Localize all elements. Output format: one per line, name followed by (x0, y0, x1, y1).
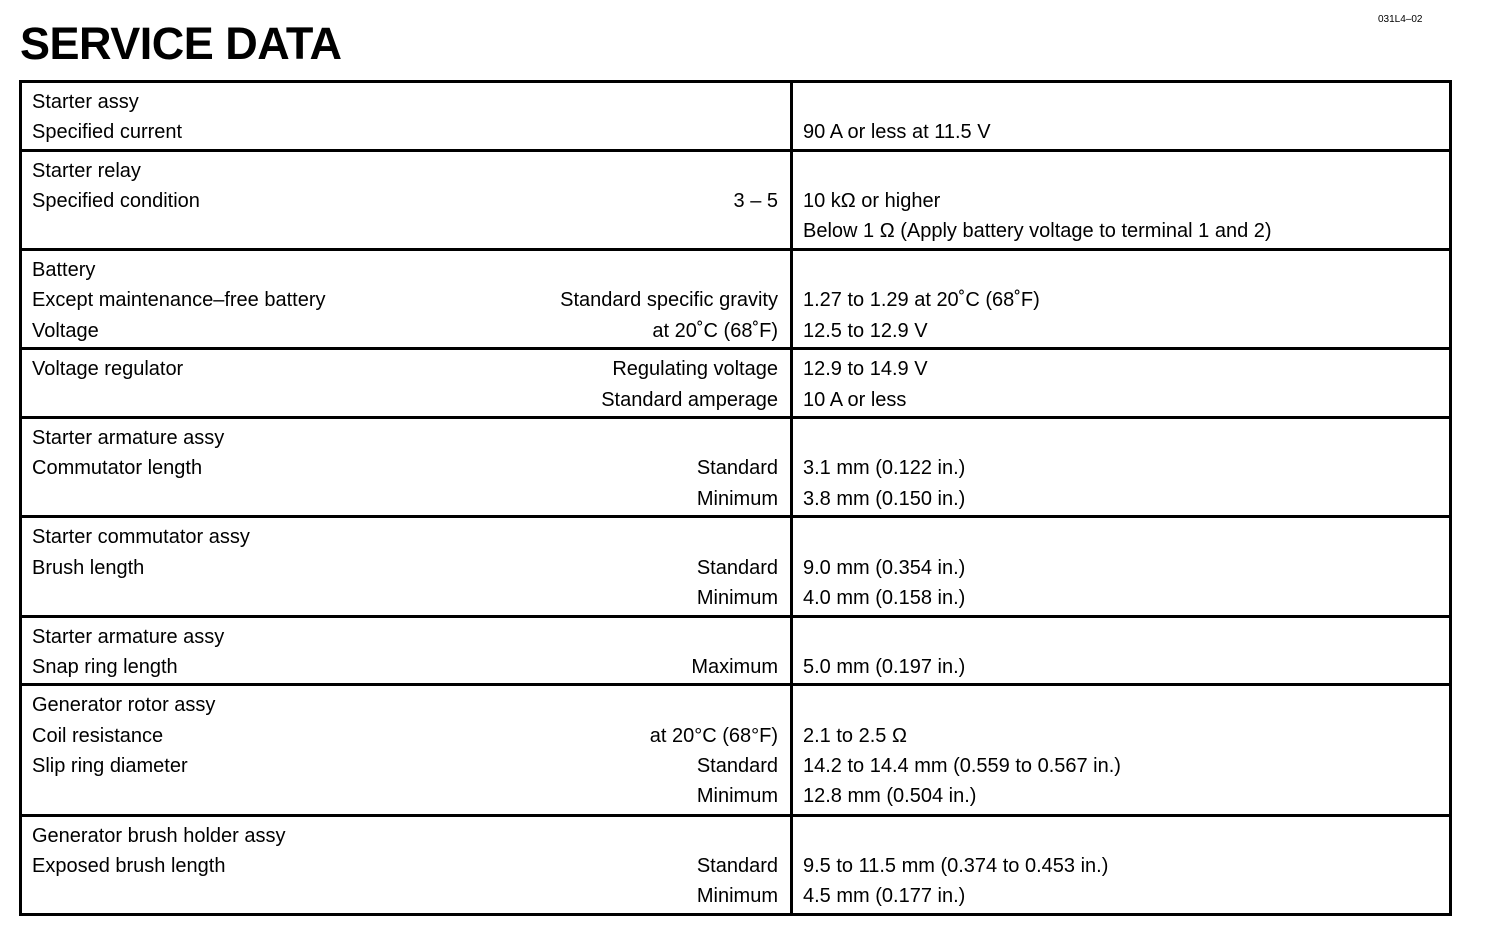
table-row (21, 349, 1451, 418)
table-row (21, 418, 1451, 517)
spec-condition: 3 – 5 (733, 189, 778, 212)
spec-line (32, 484, 778, 514)
spec-value-cell (792, 517, 1451, 616)
spec-condition: Standard amperage (601, 388, 778, 411)
spec-label: Commutator length (32, 457, 203, 480)
spec-condition: Maximum (691, 656, 778, 679)
spec-value (803, 87, 1437, 117)
spec-label: Starter commutator assy (32, 526, 250, 549)
spec-label: Specified current (32, 121, 183, 144)
spec-value: 3.8 mm (0.150 in.) (803, 487, 966, 510)
spec-item-cell (21, 418, 792, 517)
spec-value: 90 A or less at 11.5 V (803, 121, 991, 144)
spec-item-cell (21, 517, 792, 616)
spec-value: 14.2 to 14.4 mm (0.559 to 0.567 in.) (803, 755, 1121, 778)
spec-value: 3.1 mm (0.122 in.) (803, 457, 966, 480)
spec-value-cell (792, 815, 1451, 914)
spec-value: 2.1 to 2.5 Ω (803, 724, 907, 747)
spec-line (32, 453, 778, 483)
spec-line (32, 423, 778, 453)
spec-line (32, 87, 778, 117)
spec-line (32, 622, 778, 652)
spec-value: 9.0 mm (0.354 in.) (803, 556, 966, 579)
spec-value (803, 622, 1437, 652)
spec-line (32, 881, 778, 911)
spec-value-cell (792, 250, 1451, 349)
spec-condition: Standard (696, 755, 778, 778)
spec-condition: Minimum (696, 885, 778, 908)
spec-line (32, 851, 778, 881)
spec-value: 4.0 mm (0.158 in.) (803, 587, 966, 610)
spec-label: Voltage (32, 319, 99, 342)
spec-line (32, 690, 778, 720)
spec-label: Brush length (32, 556, 145, 579)
spec-label: Slip ring diameter (32, 755, 188, 778)
spec-value-cell (792, 685, 1451, 815)
table-row (21, 82, 1451, 151)
spec-value (803, 156, 1437, 186)
spec-value: 5.0 mm (0.197 in.) (803, 656, 966, 679)
spec-label: Starter armature assy (32, 625, 225, 648)
service-data-table (19, 80, 1452, 916)
spec-line (32, 385, 778, 415)
spec-line (32, 721, 778, 751)
spec-item-cell (21, 685, 792, 815)
spec-value: Below 1 Ω (Apply battery voltage to terminal 1 and 2) (803, 220, 1272, 243)
spec-line (32, 186, 778, 216)
spec-value (803, 522, 1437, 552)
spec-label: Voltage regulator (32, 358, 184, 381)
table-row (21, 685, 1451, 815)
spec-label: Battery (32, 259, 96, 282)
spec-condition: at 20˚C (68˚F) (652, 319, 778, 342)
spec-line (32, 781, 778, 811)
spec-condition: Standard (696, 457, 778, 480)
document-code: 031L4–02 (1378, 14, 1423, 25)
spec-condition: Regulating voltage (612, 358, 778, 381)
spec-item-cell (21, 150, 792, 249)
spec-label: Generator rotor assy (32, 694, 216, 717)
spec-value-cell (792, 150, 1451, 249)
spec-value-cell (792, 349, 1451, 418)
spec-condition: at 20°C (68°F) (649, 724, 778, 747)
spec-line (32, 652, 778, 682)
table-row (21, 616, 1451, 685)
spec-line (32, 522, 778, 552)
spec-label: Exposed brush length (32, 854, 226, 877)
spec-label: Snap ring length (32, 656, 178, 679)
spec-value: 4.5 mm (0.177 in.) (803, 885, 966, 908)
spec-value: 10 kΩ or higher (803, 189, 941, 212)
spec-line (32, 216, 778, 246)
table-row (21, 150, 1451, 249)
spec-label: Generator brush holder assy (32, 824, 286, 847)
spec-label: Starter assy (32, 91, 139, 113)
table-row (21, 250, 1451, 349)
spec-condition: Minimum (696, 587, 778, 610)
spec-value (803, 821, 1437, 851)
table-row (21, 517, 1451, 616)
spec-value (803, 690, 1437, 720)
spec-value: 12.9 to 14.9 V (803, 358, 928, 381)
spec-label: Except maintenance–free battery (32, 289, 326, 312)
spec-value: 10 A or less (803, 388, 907, 411)
spec-label: Starter relay (32, 159, 141, 182)
spec-value (803, 255, 1437, 285)
spec-line (32, 285, 778, 315)
spec-line (32, 255, 778, 285)
spec-item-cell (21, 815, 792, 914)
spec-condition: Standard (696, 556, 778, 579)
table-row (21, 815, 1451, 914)
spec-item-cell (21, 250, 792, 349)
spec-condition: Minimum (696, 487, 778, 510)
spec-label: Starter armature assy (32, 427, 225, 450)
spec-line (32, 583, 778, 613)
spec-line (32, 156, 778, 186)
spec-item-cell (21, 349, 792, 418)
spec-line (32, 821, 778, 851)
spec-value: 12.5 to 12.9 V (803, 319, 928, 342)
spec-label: Coil resistance (32, 724, 164, 747)
spec-value (803, 423, 1437, 453)
service-data-body (21, 82, 1451, 915)
spec-line (32, 553, 778, 583)
spec-line (32, 117, 778, 147)
spec-value: 12.8 mm (0.504 in.) (803, 785, 977, 808)
spec-condition: Standard (696, 854, 778, 877)
spec-line (32, 751, 778, 781)
spec-value: 9.5 to 11.5 mm (0.374 to 0.453 in.) (803, 854, 1109, 877)
spec-item-cell (21, 82, 792, 151)
page-title: SERVICE DATA (20, 18, 342, 69)
spec-line (32, 316, 778, 346)
spec-label: Specified condition (32, 189, 200, 212)
spec-condition: Minimum (696, 785, 778, 808)
spec-condition: Standard specific gravity (560, 289, 778, 312)
spec-value: 1.27 to 1.29 at 20˚C (68˚F) (803, 289, 1040, 312)
spec-line (32, 354, 778, 384)
spec-value-cell (792, 616, 1451, 685)
spec-item-cell (21, 616, 792, 685)
spec-value-cell (792, 418, 1451, 517)
spec-value-cell (792, 82, 1451, 151)
